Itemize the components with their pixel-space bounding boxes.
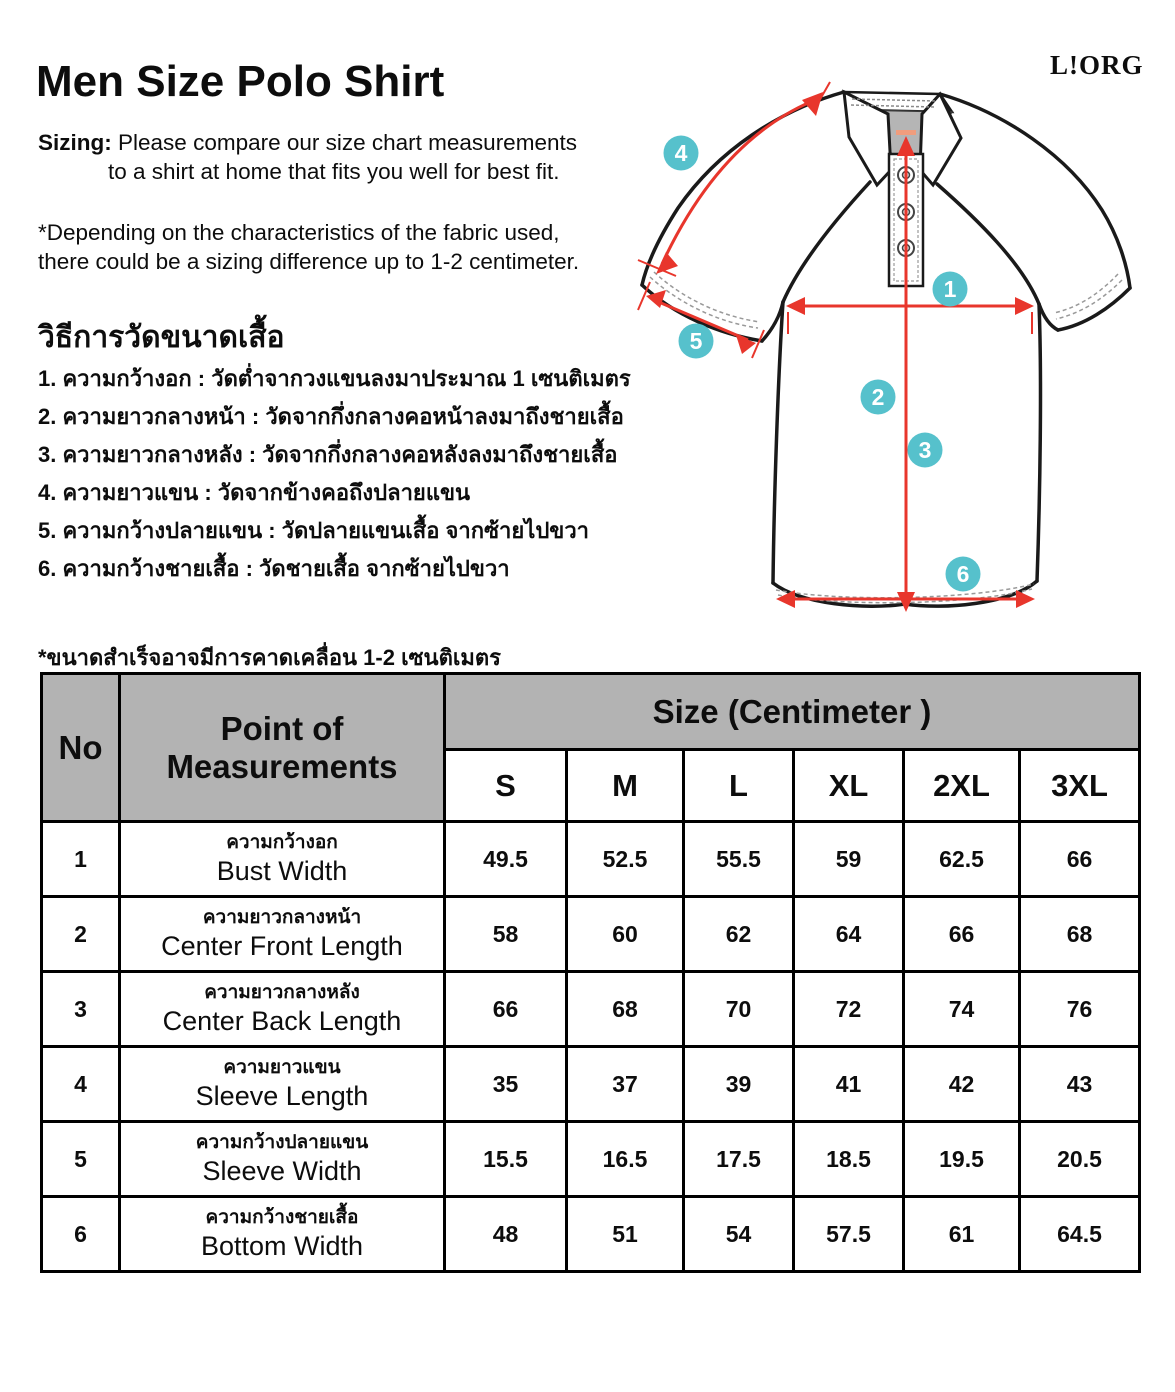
value-cell: 17.5	[684, 1122, 794, 1197]
col-header-no: No	[42, 674, 120, 822]
thai-measure-list	[38, 360, 631, 588]
table-row	[42, 1122, 1140, 1197]
value-cell: 76	[1020, 972, 1140, 1047]
badge-4-label: 4	[674, 140, 688, 166]
value-cell: 54	[684, 1197, 794, 1272]
value-cell: 72	[794, 972, 904, 1047]
fabric-note-line-2: there could be a sizing difference up to 1-2 centimeter.	[38, 249, 580, 274]
collar-seam-mark	[896, 130, 916, 135]
value-cell: 57.5	[794, 1197, 904, 1272]
page-title: Men Size Polo Shirt	[36, 57, 445, 107]
value-cell: 20.5	[1020, 1122, 1140, 1197]
measurement-name-thai: ความยาวกลางหลัง	[204, 982, 360, 1004]
row-number: 1	[42, 822, 120, 897]
value-cell: 49.5	[445, 822, 567, 897]
value-cell: 74	[904, 972, 1020, 1047]
sizing-label: Sizing:	[38, 130, 112, 155]
measurement-name	[120, 822, 445, 897]
measurement-name-thai: ความยาวกลางหน้า	[202, 907, 362, 929]
value-cell: 66	[1020, 822, 1140, 897]
list-item: 3. ความยาวกลางหลัง : วัดจากกึ่งกลางคอหลังลงมาถึงชายเสื้อ	[38, 442, 618, 467]
badge-2-label: 2	[871, 384, 885, 410]
list-item: 5. ความกว้างปลายแขน : วัดปลายแขนเสื้อ จากซ้ายไปขวา	[38, 518, 590, 543]
value-cell: 43	[1020, 1047, 1140, 1122]
list-item: 4. ความยาวแขน : วัดจากข้างคอถึงปลายแขน	[38, 480, 471, 505]
sizing-paragraph	[38, 128, 577, 186]
value-cell: 16.5	[567, 1122, 684, 1197]
measurement-name-thai: ความกว้างอก	[226, 832, 338, 854]
value-cell: 52.5	[567, 822, 684, 897]
value-cell: 68	[567, 972, 684, 1047]
value-cell: 61	[904, 1197, 1020, 1272]
table-row	[42, 1047, 1140, 1122]
value-cell: 48	[445, 1197, 567, 1272]
thai-measure-heading: วิธีการวัดขนาดเสื้อ	[38, 321, 285, 354]
measurement-name-english: Sleeve Length	[195, 1080, 369, 1111]
polo-shirt-svg	[630, 78, 1175, 660]
badge-5-label: 5	[689, 328, 703, 354]
measurement-name	[120, 1122, 445, 1197]
measurement-name-english: Bottom Width	[200, 1230, 364, 1261]
fabric-note	[38, 218, 579, 276]
badge-6-label: 6	[956, 561, 970, 587]
polo-shirt-diagram	[630, 78, 1175, 660]
measurement-name	[120, 1197, 445, 1272]
sizing-line-2: to a shirt at home that fits you well for best fit.	[108, 159, 560, 184]
col-header-point-of-measurements: Point of Measurements	[120, 674, 445, 822]
value-cell: 19.5	[904, 1122, 1020, 1197]
measurement-name	[120, 972, 445, 1047]
badge-1-label: 1	[943, 276, 957, 302]
value-cell: 18.5	[794, 1122, 904, 1197]
measurement-name-english: Sleeve Width	[202, 1155, 362, 1186]
col-header-size-3xl: 3XL	[1020, 750, 1140, 822]
table-row	[42, 1197, 1140, 1272]
list-item: 6. ความกว้างชายเสื้อ : วัดชายเสื้อ จากซ้ายไปขวา	[38, 556, 510, 581]
value-cell: 66	[904, 897, 1020, 972]
value-cell: 37	[567, 1047, 684, 1122]
value-cell: 39	[684, 1047, 794, 1122]
list-item: 2. ความยาวกลางหน้า : วัดจากกึ่งกลางคอหน้าลงมาถึงชายเสื้อ	[38, 404, 624, 429]
value-cell: 66	[445, 972, 567, 1047]
value-cell: 68	[1020, 897, 1140, 972]
measurement-name	[120, 897, 445, 972]
value-cell: 55.5	[684, 822, 794, 897]
row-number: 4	[42, 1047, 120, 1122]
row-number: 2	[42, 897, 120, 972]
col-header-size-2xl: 2XL	[904, 750, 1020, 822]
size-table	[40, 672, 1141, 1273]
value-cell: 62.5	[904, 822, 1020, 897]
brand-logo: L!ORG	[1050, 50, 1144, 80]
col-header-size-group: Size (Centimeter )	[445, 674, 1140, 750]
value-cell: 60	[567, 897, 684, 972]
list-item: 1. ความกว้างอก : วัดต่ำจากวงแขนลงมาประมาณ 1 เซนติเมตร	[38, 366, 631, 391]
value-cell: 15.5	[445, 1122, 567, 1197]
row-number: 5	[42, 1122, 120, 1197]
col-header-size-m: M	[567, 750, 684, 822]
table-row	[42, 897, 1140, 972]
measurement-name-english: Bust Width	[216, 855, 348, 886]
badge-3-label: 3	[918, 437, 932, 463]
col-header-size-s: S	[445, 750, 567, 822]
value-cell: 62	[684, 897, 794, 972]
value-cell: 70	[684, 972, 794, 1047]
col-header-size-l: L	[684, 750, 794, 822]
value-cell: 41	[794, 1047, 904, 1122]
value-cell: 42	[904, 1047, 1020, 1122]
sizing-line-1: Sizing: Please compare our size chart measurements	[38, 130, 577, 155]
table-row	[42, 972, 1140, 1047]
measurement-name-thai: ความยาวแขน	[223, 1057, 341, 1079]
value-cell: 58	[445, 897, 567, 972]
row-number: 6	[42, 1197, 120, 1272]
fabric-note-line-1: *Depending on the characteristics of the fabric used,	[38, 220, 560, 245]
value-cell: 35	[445, 1047, 567, 1122]
col-header-size-xl: XL	[794, 750, 904, 822]
measurement-name-thai: ความกว้างปลายแขน	[195, 1132, 369, 1154]
measure-badges	[664, 136, 981, 592]
row-number: 3	[42, 972, 120, 1047]
measurement-name-english: Center Front Length	[161, 930, 403, 961]
tolerance-note: *ขนาดสำเร็จอาจมีการคาดเคลื่อน 1-2 เซนติเมตร	[38, 645, 501, 670]
value-cell: 64	[794, 897, 904, 972]
measurement-name-thai: ความกว้างชายเสื้อ	[205, 1207, 359, 1229]
table-row	[42, 822, 1140, 897]
value-cell: 64.5	[1020, 1197, 1140, 1272]
value-cell: 51	[567, 1197, 684, 1272]
measurement-name	[120, 1047, 445, 1122]
value-cell: 59	[794, 822, 904, 897]
stitching	[650, 272, 1122, 603]
measurement-name-english: Center Back Length	[162, 1005, 402, 1036]
